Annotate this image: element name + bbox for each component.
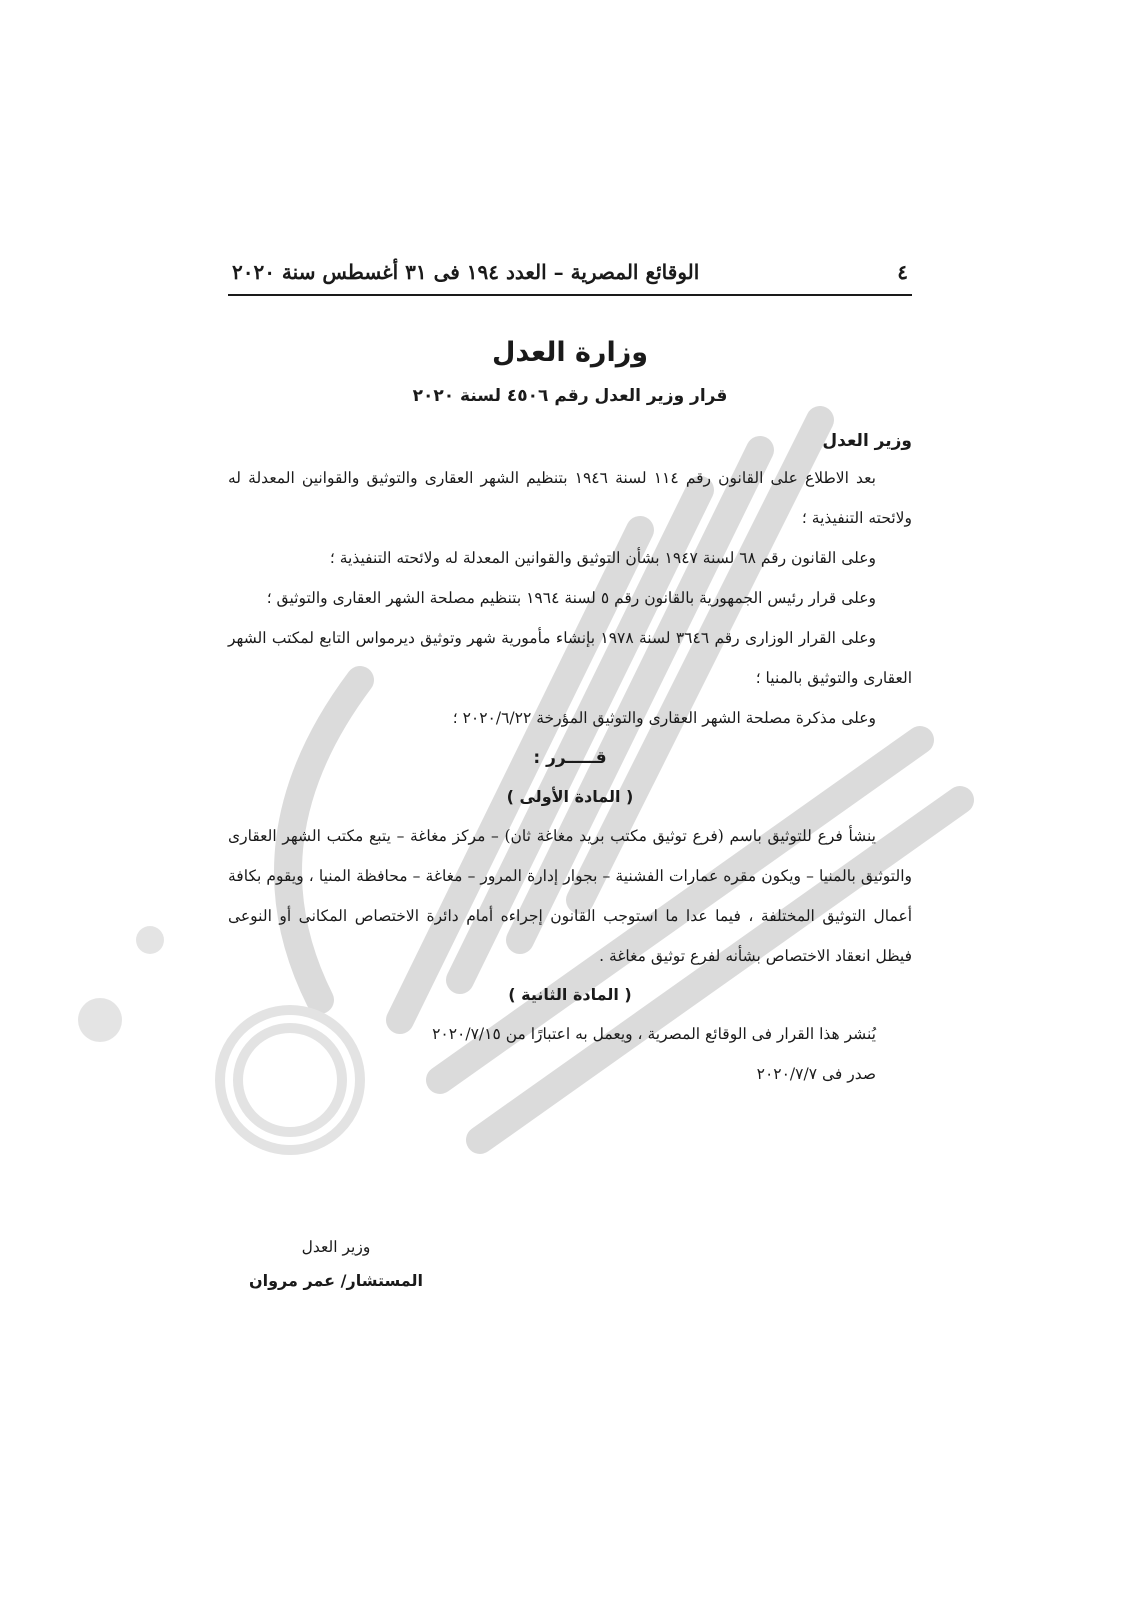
article-2-text: يُنشر هذا القرار فى الوقائع المصرية ، ويعمل به اعتبارًا من ٢٠٢٠/٧/١٥ bbox=[432, 1025, 876, 1043]
preamble-paragraph: وعلى القانون رقم ٦٨ لسنة ١٩٤٧ بشأن التوثيق والقوانين المعدلة له ولائحته التنفيذية ؛ bbox=[329, 549, 876, 567]
minister-heading: وزير العدل bbox=[822, 431, 912, 451]
article-1-title: ( المادة الأولى ) bbox=[506, 787, 634, 806]
issue-date: صدر فى ٢٠٢٠/٧/٧ bbox=[756, 1065, 876, 1083]
page-number: ٤ bbox=[897, 260, 908, 284]
preamble-paragraph: وعلى مذكرة مصلحة الشهر العقارى والتوثيق المؤرخة ٢٠٢٠/٦/٢٢ ؛ bbox=[452, 709, 876, 727]
signature-block bbox=[236, 1230, 436, 1298]
decided-heading: قـــــرر : bbox=[533, 748, 607, 768]
preamble-paragraph: بعد الاطلاع على القانون رقم ١١٤ لسنة ١٩٤٦ بتنظيم الشهر العقارى والتوثيق والقوانين المعدلة له ولائحته التنفيذية ؛ bbox=[228, 469, 912, 527]
signatory-name: المستشار/ عمر مروان bbox=[248, 1271, 424, 1290]
signatory-title: وزير العدل bbox=[301, 1238, 371, 1256]
publication-line: الوقائع المصرية – العدد ١٩٤ فى ٣١ أغسطس سنة ٢٠٢٠ bbox=[232, 260, 700, 284]
preamble-paragraph: وعلى قرار رئيس الجمهورية بالقانون رقم ٥ لسنة ١٩٦٤ بتنظيم مصلحة الشهر العقارى والتوثيق ؛ bbox=[266, 589, 876, 607]
decree-title: قرار وزير العدل رقم ٤٥٠٦ لسنة ٢٠٢٠ bbox=[412, 386, 728, 406]
article-1-text: ينشأ فرع للتوثيق باسم (فرع توثيق مكتب بريد مغاغة ثان) – مركز مغاغة – يتبع مكتب الشهر العقارى والتوثيق بالمنيا – ويكون مقره عمارات الفشنية – بجوار إدارة المرور – مغاغة – محافظة المنيا ، ويقوم بكافة أعمال التوثيق المختلفة ، فيما عدا ما استوجب القانون إجراءه أمام دائرة الاختصاص المكانى أو النوعى فيظل انعقاد الاختصاص بشأنه لفرع توثيق مغاغة . bbox=[228, 827, 912, 965]
preamble-paragraph: وعلى القرار الوزارى رقم ٣٦٤٦ لسنة ١٩٧٨ بإنشاء مأمورية شهر وتوثيق ديرمواس التابع لمكتب الشهر العقارى والتوثيق بالمنيا ؛ bbox=[228, 629, 912, 687]
document-body bbox=[228, 250, 912, 1094]
article-2-title: ( المادة الثانية ) bbox=[508, 985, 632, 1004]
ministry-title: وزارة العدل bbox=[491, 337, 649, 368]
gazette-header bbox=[228, 250, 912, 296]
